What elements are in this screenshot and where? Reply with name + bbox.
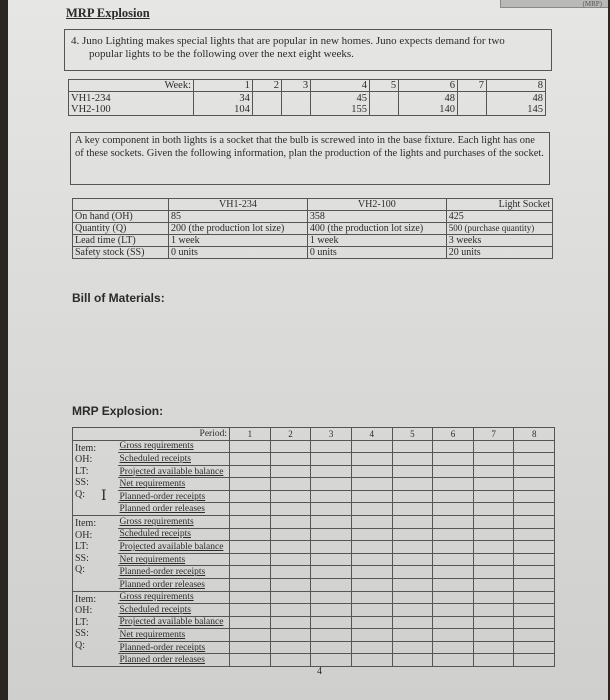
info-label: Quantity (Q) [73, 223, 169, 235]
demand-cell [457, 104, 486, 116]
week-cell: 7 [457, 80, 486, 92]
item-param-label: SS: [75, 628, 89, 640]
mrp-cell[interactable] [311, 541, 352, 554]
mrp-cell[interactable] [514, 465, 555, 478]
item-param-label: Q: [75, 639, 85, 651]
mrp-cell[interactable] [514, 440, 555, 453]
mrp-cell[interactable] [351, 553, 392, 566]
info-cell: 358 [307, 211, 446, 223]
item-param-label: OH: [75, 454, 93, 466]
mrp-cell[interactable] [311, 490, 352, 503]
mrp-cell[interactable] [514, 516, 555, 529]
mrp-cell[interactable] [351, 528, 392, 541]
mrp-cell[interactable] [311, 528, 352, 541]
mrp-cell[interactable] [392, 553, 433, 566]
period-cell: 7 [473, 428, 514, 441]
mrp-cell[interactable] [311, 629, 352, 642]
item-params [73, 591, 118, 666]
mrp-cell[interactable] [230, 503, 271, 516]
demand-cell [457, 92, 486, 104]
mrp-cell[interactable] [351, 566, 392, 579]
mrp-cell[interactable] [433, 604, 474, 617]
mrp-cell[interactable] [270, 591, 311, 604]
mrp-row-label: Scheduled receipts [118, 528, 230, 541]
mrp-cell[interactable] [351, 616, 392, 629]
question-box [64, 29, 552, 71]
mrp-row [73, 541, 555, 554]
mrp-cell[interactable] [392, 604, 433, 617]
mrp-cell[interactable] [230, 490, 271, 503]
period-cell: 3 [311, 428, 352, 441]
mrp-cell[interactable] [433, 616, 474, 629]
mrp-cell[interactable] [473, 503, 514, 516]
mrp-cell[interactable] [392, 541, 433, 554]
mrp-cell[interactable] [392, 465, 433, 478]
mrp-cell[interactable] [514, 553, 555, 566]
mrp-cell[interactable] [433, 629, 474, 642]
mrp-cell[interactable] [351, 578, 392, 591]
demand-cell [369, 92, 398, 104]
product-name: VH1-234 [69, 92, 194, 104]
mrp-cell[interactable] [392, 440, 433, 453]
demand-cell: 34 [194, 92, 253, 104]
mrp-row [73, 629, 555, 642]
mrp-cell[interactable] [230, 641, 271, 654]
mrp-cell[interactable] [230, 528, 271, 541]
demand-cell: 155 [311, 104, 370, 116]
handwritten-mark: I [101, 488, 107, 504]
mrp-cell[interactable] [351, 629, 392, 642]
mrp-cell[interactable] [270, 516, 311, 529]
mrp-cell[interactable] [230, 553, 271, 566]
mrp-row-label: Scheduled receipts [118, 453, 230, 466]
page-number: 4 [317, 666, 322, 677]
week-cell: 1 [194, 80, 253, 92]
mrp-row-label: Planned-order receipts [118, 566, 230, 579]
mrp-cell[interactable] [230, 478, 271, 491]
mrp-cell[interactable] [433, 641, 474, 654]
mrp-cell[interactable] [311, 654, 352, 667]
info-cell: 85 [169, 211, 308, 223]
mrp-cell[interactable] [270, 641, 311, 654]
mrp-row [73, 604, 555, 617]
mrp-cell[interactable] [392, 591, 433, 604]
mrp-cell[interactable] [433, 591, 474, 604]
item-info-table [72, 198, 553, 259]
mrp-row [73, 528, 555, 541]
mrp-cell[interactable] [230, 453, 271, 466]
info-cell: 20 units [446, 247, 552, 259]
info-cell: 0 units [169, 247, 308, 259]
mrp-cell[interactable] [270, 453, 311, 466]
info-header: VH2-100 [307, 199, 446, 211]
mrp-cell[interactable] [514, 541, 555, 554]
mrp-cell[interactable] [270, 616, 311, 629]
mrp-cell[interactable] [270, 503, 311, 516]
week-cell: 3 [281, 80, 310, 92]
item-param-label: LT: [75, 465, 89, 477]
mrp-cell[interactable] [473, 453, 514, 466]
info-cell: 1 week [169, 235, 308, 247]
product-name: VH2-100 [69, 104, 194, 116]
mrp-row-label: Net requirements [118, 553, 230, 566]
mrp-cell[interactable] [270, 541, 311, 554]
mrp-cell[interactable] [514, 591, 555, 604]
mrp-cell[interactable] [473, 440, 514, 453]
item-param-label: LT: [75, 616, 89, 628]
mrp-cell[interactable] [270, 440, 311, 453]
mrp-row [73, 591, 555, 604]
mrp-cell[interactable] [473, 566, 514, 579]
mrp-row-label: Projected available balance [118, 541, 230, 554]
mrp-cell[interactable] [433, 528, 474, 541]
mrp-cell[interactable] [514, 604, 555, 617]
mrp-cell[interactable] [392, 641, 433, 654]
mrp-cell[interactable] [230, 629, 271, 642]
mrp-cell[interactable] [311, 566, 352, 579]
mrp-cell[interactable] [392, 654, 433, 667]
mrp-row-label: Net requirements [118, 478, 230, 491]
mrp-cell[interactable] [311, 553, 352, 566]
demand-cell: 145 [487, 104, 546, 116]
mrp-cell[interactable] [514, 566, 555, 579]
demand-cell [281, 104, 310, 116]
mrp-cell[interactable] [392, 616, 433, 629]
mrp-row-label: Gross requirements [118, 516, 230, 529]
mrp-cell[interactable] [311, 503, 352, 516]
mrp-cell[interactable] [473, 629, 514, 642]
period-cell: 8 [514, 428, 555, 441]
mrp-cell[interactable] [433, 490, 474, 503]
mrp-cell[interactable] [270, 528, 311, 541]
mrp-cell[interactable] [270, 478, 311, 491]
mrp-row-label: Planned order releases [118, 578, 230, 591]
info-label: Safety stock (SS) [73, 247, 169, 259]
mrp-cell[interactable] [270, 566, 311, 579]
mrp-cell[interactable] [473, 604, 514, 617]
mrp-row-label: Scheduled receipts [118, 604, 230, 617]
mrp-cell[interactable] [351, 478, 392, 491]
mrp-cell[interactable] [514, 528, 555, 541]
info-cell: 1 week [307, 235, 446, 247]
mrp-cell[interactable] [311, 478, 352, 491]
mrp-cell[interactable] [392, 629, 433, 642]
mrp-row [73, 516, 555, 529]
period-cell: 4 [351, 428, 392, 441]
mrp-row [73, 616, 555, 629]
info-cell: 425 [446, 211, 552, 223]
mrp-cell[interactable] [230, 566, 271, 579]
demand-cell: 45 [311, 92, 370, 104]
mrp-cell[interactable] [473, 654, 514, 667]
mrp-cell[interactable] [311, 616, 352, 629]
mrp-row [73, 453, 555, 466]
demand-cell [252, 92, 281, 104]
item-param-label: Item: [75, 442, 97, 454]
item-param-label: Item: [75, 593, 97, 605]
week-cell: 8 [487, 80, 546, 92]
mrp-row-label: Planned-order receipts [118, 641, 230, 654]
bom-label: Bill of Materials: [72, 291, 165, 305]
mrp-cell[interactable] [270, 490, 311, 503]
mrp-cell[interactable] [392, 516, 433, 529]
mrp-row [73, 641, 555, 654]
mrp-cell[interactable] [230, 465, 271, 478]
period-cell: 1 [230, 428, 271, 441]
mrp-cell[interactable] [473, 541, 514, 554]
period-cell: 5 [392, 428, 433, 441]
mrp-cell[interactable] [270, 465, 311, 478]
mrp-period-row [73, 428, 555, 441]
info-cell: 500 (purchase quantity) [446, 223, 552, 235]
mrp-cell[interactable] [351, 641, 392, 654]
mrp-cell[interactable] [514, 654, 555, 667]
mrp-cell[interactable] [473, 616, 514, 629]
mrp-cell[interactable] [311, 604, 352, 617]
mrp-row-label: Projected available balance [118, 465, 230, 478]
mrp-cell[interactable] [351, 516, 392, 529]
period-cell: 2 [270, 428, 311, 441]
mrp-cell[interactable] [473, 528, 514, 541]
question-text-1: Juno Lighting makes special lights that are popular in new homes. Juno expects demand for two [82, 35, 505, 47]
mrp-cell[interactable] [433, 516, 474, 529]
mrp-cell[interactable] [311, 516, 352, 529]
mrp-cell[interactable] [230, 591, 271, 604]
corner-tab: (MRP) [500, 0, 608, 8]
mrp-cell[interactable] [230, 440, 271, 453]
info-cell: 0 units [307, 247, 446, 259]
mrp-cell[interactable] [514, 641, 555, 654]
mrp-cell[interactable] [392, 478, 433, 491]
mrp-row-label: Planned-order receipts [118, 490, 230, 503]
mrp-cell[interactable] [433, 541, 474, 554]
mrp-cell[interactable] [514, 490, 555, 503]
mrp-cell[interactable] [351, 654, 392, 667]
demand-cell [369, 104, 398, 116]
mrp-cell[interactable] [392, 528, 433, 541]
item-param-label: Item: [75, 518, 97, 530]
info-label: Lead time (LT) [73, 235, 169, 247]
demand-table [68, 79, 546, 116]
page-title: MRP Explosion [66, 6, 150, 20]
item-param-label: SS: [75, 552, 89, 564]
mrp-row [73, 553, 555, 566]
mrp-cell[interactable] [311, 453, 352, 466]
mrp-cell[interactable] [433, 553, 474, 566]
mrp-cell[interactable] [392, 578, 433, 591]
mrp-cell[interactable] [311, 440, 352, 453]
week-cell: 4 [311, 80, 370, 92]
mrp-cell[interactable] [311, 465, 352, 478]
mrp-cell[interactable] [351, 541, 392, 554]
demand-row [69, 92, 546, 104]
mrp-cell[interactable] [392, 503, 433, 516]
item-params [73, 516, 118, 591]
period-cell: 6 [433, 428, 474, 441]
mrp-cell[interactable] [473, 478, 514, 491]
info-cell: 400 (the production lot size) [307, 223, 446, 235]
mrp-row [73, 578, 555, 591]
mrp-row-label: Gross requirements [118, 440, 230, 453]
mrp-cell[interactable] [433, 453, 474, 466]
mrp-cell[interactable] [433, 465, 474, 478]
mrp-cell[interactable] [270, 604, 311, 617]
week-label: Week: [69, 80, 194, 92]
item-param-label: LT: [75, 541, 89, 553]
question-line-2: popular lights to be the following over the next eight weeks. [89, 48, 354, 60]
mrp-row [73, 440, 555, 453]
mrp-cell[interactable] [514, 629, 555, 642]
mrp-cell[interactable] [351, 604, 392, 617]
mrp-cell[interactable] [514, 453, 555, 466]
question-line-1 [71, 35, 545, 48]
mrp-cell[interactable] [230, 541, 271, 554]
mrp-cell[interactable] [230, 654, 271, 667]
mrp-cell[interactable] [473, 641, 514, 654]
key-component-box: A key component in both lights is a socket that the bulb is screwed into in the base fixture. Each light has one of these sockets. Given the following information, plan the production of the lights and purchases of the socket. [70, 132, 550, 185]
demand-header-row [69, 80, 546, 92]
demand-cell: 48 [487, 92, 546, 104]
mrp-row-label: Gross requirements [118, 591, 230, 604]
demand-cell [281, 92, 310, 104]
mrp-cell[interactable] [514, 478, 555, 491]
mrp-cell[interactable] [514, 616, 555, 629]
mrp-row-label: Projected available balance [118, 616, 230, 629]
mrp-cell[interactable] [473, 490, 514, 503]
demand-cell: 140 [399, 104, 458, 116]
mrp-cell[interactable] [230, 604, 271, 617]
week-cell: 6 [399, 80, 458, 92]
mrp-cell[interactable] [270, 553, 311, 566]
mrp-row [73, 490, 555, 503]
info-cell: 200 (the production lot size) [169, 223, 308, 235]
mrp-label: MRP Explosion: [72, 404, 164, 418]
question-number: 4. [71, 35, 80, 47]
demand-cell [252, 104, 281, 116]
info-header-blank [73, 199, 169, 211]
mrp-row [73, 566, 555, 579]
mrp-cell[interactable] [351, 440, 392, 453]
mrp-cell[interactable] [270, 629, 311, 642]
info-header-row [73, 199, 553, 211]
mrp-row [73, 465, 555, 478]
period-label: Period: [73, 428, 230, 441]
mrp-cell[interactable] [270, 578, 311, 591]
mrp-row-label: Planned order releases [118, 654, 230, 667]
mrp-cell[interactable] [351, 453, 392, 466]
mrp-cell[interactable] [433, 478, 474, 491]
item-param-label: Q: [75, 564, 85, 576]
mrp-cell[interactable] [311, 641, 352, 654]
info-header: Light Socket [446, 199, 552, 211]
info-row [73, 211, 553, 223]
mrp-cell[interactable] [392, 566, 433, 579]
mrp-grid [72, 427, 555, 667]
demand-cell: 48 [399, 92, 458, 104]
item-param-label: OH: [75, 605, 93, 617]
mrp-cell[interactable] [311, 578, 352, 591]
mrp-cell[interactable] [473, 553, 514, 566]
mrp-row [73, 654, 555, 667]
item-params [73, 440, 118, 515]
info-row [73, 247, 553, 259]
week-cell: 2 [252, 80, 281, 92]
mrp-cell[interactable] [392, 490, 433, 503]
mrp-cell[interactable] [433, 503, 474, 516]
mrp-cell[interactable] [351, 503, 392, 516]
mrp-cell[interactable] [433, 654, 474, 667]
mrp-cell[interactable] [473, 516, 514, 529]
mrp-row [73, 478, 555, 491]
demand-cell: 104 [194, 104, 253, 116]
mrp-cell[interactable] [351, 465, 392, 478]
mrp-cell[interactable] [230, 578, 271, 591]
mrp-cell[interactable] [270, 654, 311, 667]
mrp-cell[interactable] [473, 591, 514, 604]
mrp-row-label: Planned order releases [118, 503, 230, 516]
mrp-cell[interactable] [473, 578, 514, 591]
mrp-cell[interactable] [514, 503, 555, 516]
demand-row [69, 104, 546, 116]
mrp-cell[interactable] [433, 578, 474, 591]
info-row [73, 235, 553, 247]
mrp-cell[interactable] [473, 465, 514, 478]
mrp-row [73, 503, 555, 516]
mrp-row-label: Net requirements [118, 629, 230, 642]
mrp-cell[interactable] [433, 566, 474, 579]
mrp-cell[interactable] [311, 591, 352, 604]
item-param-label: SS: [75, 477, 89, 489]
mrp-cell[interactable] [230, 516, 271, 529]
info-cell: 3 weeks [446, 235, 552, 247]
worksheet-page [8, 0, 608, 700]
week-cell: 5 [369, 80, 398, 92]
mrp-cell[interactable] [433, 440, 474, 453]
info-label: On hand (OH) [73, 211, 169, 223]
info-row [73, 223, 553, 235]
mrp-cell[interactable] [514, 578, 555, 591]
mrp-cell[interactable] [351, 490, 392, 503]
mrp-cell[interactable] [392, 453, 433, 466]
item-param-label: Q: [75, 488, 85, 500]
mrp-cell[interactable] [351, 591, 392, 604]
mrp-cell[interactable] [230, 616, 271, 629]
info-header: VH1-234 [169, 199, 308, 211]
item-param-label: OH: [75, 529, 93, 541]
